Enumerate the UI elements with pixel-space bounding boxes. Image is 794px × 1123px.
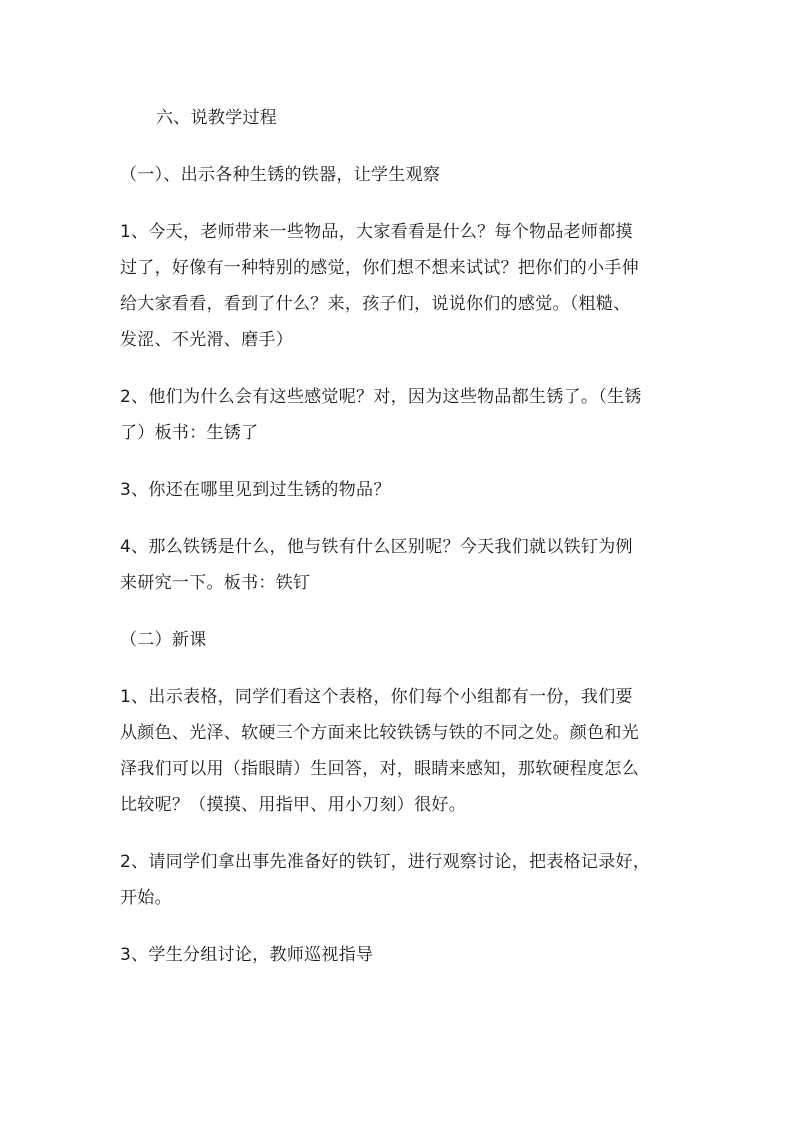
section-heading: 六、说教学过程: [156, 108, 278, 128]
paragraph-line: 从颜色、光泽、软硬三个方面来比较铁锈与铁的不同之处。颜色和光: [120, 723, 639, 743]
paragraph-7: [120, 937, 690, 973]
paragraph-line: 发涩、不光滑、磨手）: [120, 330, 293, 350]
paragraph-line: 比较呢？（摸摸、用指甲、用小刀刻）很好。: [120, 795, 466, 815]
paragraph-line: 3、你还在哪里见到过生锈的物品？: [120, 480, 391, 500]
paragraph-line: 4、那么铁锈是什么，他与铁有什么区别呢？今天我们就以铁钉为例: [120, 537, 633, 557]
paragraph-line: 2、他们为什么会有这些感觉呢？对，因为这些物品都生锈了。（生锈: [120, 387, 642, 407]
paragraph-line: 3、学生分组讨论，教师巡视指导: [120, 945, 374, 965]
paragraph-line: 开始。: [120, 888, 172, 908]
paragraph-4: [120, 529, 690, 601]
paragraph-line: 1、今天，老师带来一些物品，大家看看是什么？每个物品老师都摸: [120, 222, 633, 242]
paragraph-3: [120, 472, 690, 508]
paragraph-line: 过了，好像有一种特别的感觉，你们想不想来试试？把你们的小手伸: [120, 258, 639, 278]
paragraph-1: [120, 214, 690, 358]
paragraph-line: 来研究一下。板书：铁钉: [120, 573, 311, 593]
paragraph-6: [120, 844, 690, 916]
paragraph-line: 给大家看看，看到了什么？来，孩子们，说说你们的感觉。（粗糙、: [120, 294, 631, 314]
subsection-heading-1: （一）、出示各种生锈的铁器，让学生观察: [120, 165, 441, 185]
paragraph-line: 1、出示表格，同学们看这个表格，你们每个小组都有一份，我们要: [120, 687, 633, 707]
paragraph-line: 泽我们可以用（指眼睛）生回答，对，眼睛来感知，那软硬程度怎么: [120, 759, 639, 779]
paragraph-line: 了）板书：生锈了: [120, 423, 259, 443]
paragraph-2: [120, 379, 690, 451]
subsection-heading-2: （二）新课: [120, 630, 207, 650]
paragraph-5: [120, 679, 690, 823]
paragraph-line: 2、请同学们拿出事先准备好的铁钉，进行观察讨论，把表格记录好，: [120, 852, 651, 872]
document-body: [120, 100, 690, 994]
